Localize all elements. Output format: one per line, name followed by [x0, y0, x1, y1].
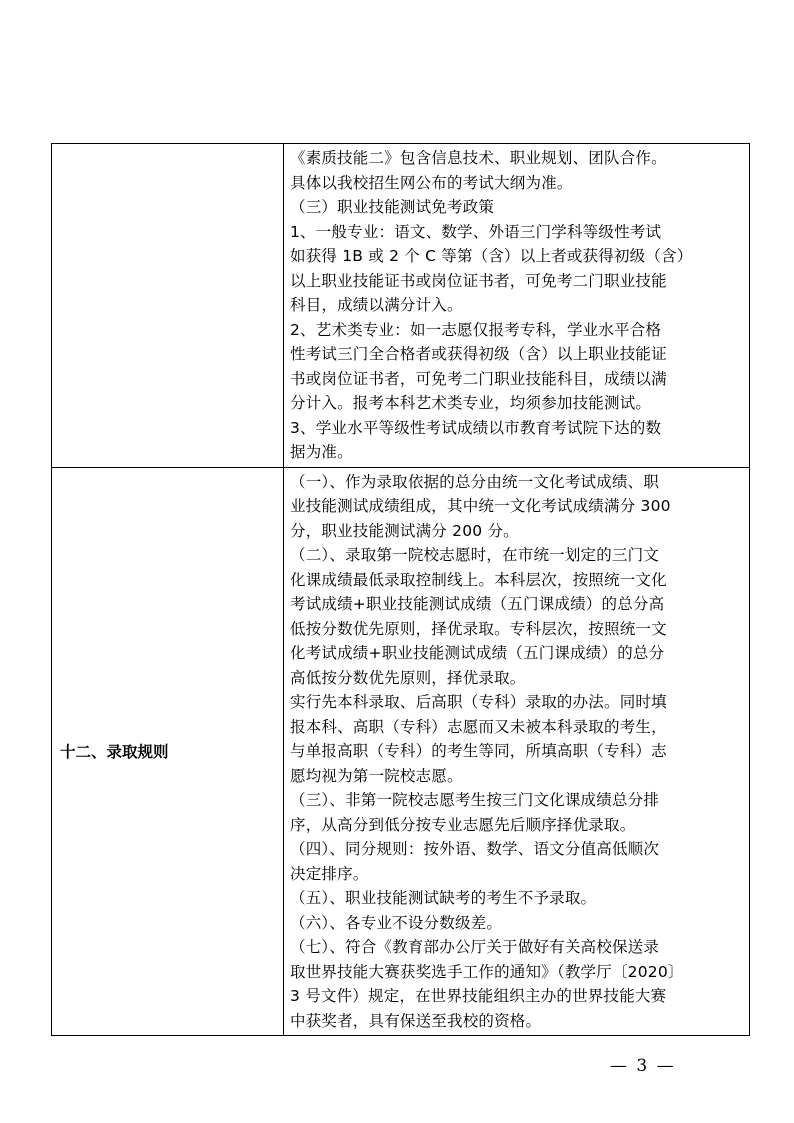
content-line: 与单报高职（专科）的考生等同，所填高职（专科）志 — [290, 742, 667, 760]
content-line: 《素质技能二》包含信息技术、职业规划、团队合作。 — [290, 149, 667, 167]
content-line: 高低按分数优先原则，择优录取。 — [290, 668, 526, 687]
content-line: 考试成绩+职业技能测试成绩（五门课成绩）的总分高 — [290, 595, 665, 613]
content-line: 具体以我校招生网公布的考试大纲为准。 — [290, 173, 573, 192]
content-line: 报本科、高职（专科）志愿而又未被本科录取的考生， — [290, 717, 667, 736]
table-row — [52, 467, 750, 1036]
table-row — [52, 144, 750, 468]
row-label-cell — [52, 467, 284, 1036]
content-line: （四）、同分规则：按外语、数学、语文分值高低顺次 — [290, 840, 660, 858]
content-line: （六）、各专业不设分数级差。 — [290, 913, 503, 932]
content-line: 愿均视为第一院校志愿。 — [290, 766, 463, 785]
content-line: （一）、作为录取依据的总分由统一文化考试成绩、职 — [290, 472, 660, 491]
row-content-cell — [284, 467, 750, 1036]
page-number: — 3 — — [610, 1056, 676, 1076]
content-line: 据为准。 — [290, 443, 353, 461]
content-line: 化考试成绩+职业技能测试成绩（五门课成绩）的总分 — [290, 644, 665, 662]
content-line: 科目，成绩以满分计入。 — [290, 296, 463, 314]
content-line: 2、艺术类专业：如一志愿仅报考专科，学业水平合格 — [290, 320, 662, 339]
content-line: 3、学业水平等级性考试成绩以市教育考试院下达的数 — [290, 418, 662, 437]
content-line: 分，职业技能测试满分 200 分。 — [290, 521, 519, 540]
content-line: 书或岗位证书者，可免考二门职业技能科目，成绩以满 — [290, 369, 667, 388]
content-line: 以上职业技能证书或岗位证书者，可免考二门职业技能 — [290, 271, 667, 290]
content-line: 1、一般专业：语文、数学、外语三门学科等级性考试 — [290, 222, 662, 241]
content-line: 化课成绩最低录取控制线上。本科层次，按照统一文化 — [290, 570, 667, 589]
row-label-cell — [52, 144, 284, 468]
content-line: 取世界技能大赛获奖选手工作的通知》（教学厅〔2020〕 — [290, 962, 684, 981]
content-line: 性考试三门全合格者或获得初级（含）以上职业技能证 — [290, 345, 667, 363]
content-line: 中获奖者，具有保送至我校的资格。 — [290, 1011, 542, 1030]
content-line: 决定排序。 — [290, 864, 369, 883]
row-content-cell — [284, 144, 750, 468]
row-label: 十二、录取规则 — [60, 743, 169, 762]
content-line: 3 号文件）规定，在世界技能组织主办的世界技能大赛 — [290, 987, 667, 1005]
table-body — [52, 144, 750, 1036]
content-line: （二）、录取第一院校志愿时，在市统一划定的三门文 — [290, 546, 660, 564]
admission-rules-table — [51, 143, 750, 1036]
content-line: 序，从高分到低分按专业志愿先后顺序择优录取。 — [290, 815, 636, 834]
content-line: （五）、职业技能测试缺考的考生不予录取。 — [290, 889, 597, 907]
content-line: 如获得 1B 或 2 个 C 等第（含）以上者或获得初级（含） — [290, 247, 693, 265]
content-line: 实行先本科录取、后高职（专科）录取的办法。同时填 — [290, 693, 667, 711]
content-line: （三）、非第一院校志愿考生按三门文化课成绩总分排 — [290, 791, 660, 809]
content-line: 低按分数优先原则，择优录取。专科层次，按照统一文 — [290, 619, 667, 638]
content-line: 分计入。报考本科艺术类专业，均须参加技能测试。 — [290, 394, 652, 412]
content-line: （七）、符合《教育部办公厅关于做好有关高校保送录 — [290, 938, 660, 956]
content-line: （三）职业技能测试免考政策 — [290, 198, 495, 216]
content-line: 业技能测试成绩组成，其中统一文化考试成绩满分 300 — [290, 497, 671, 515]
